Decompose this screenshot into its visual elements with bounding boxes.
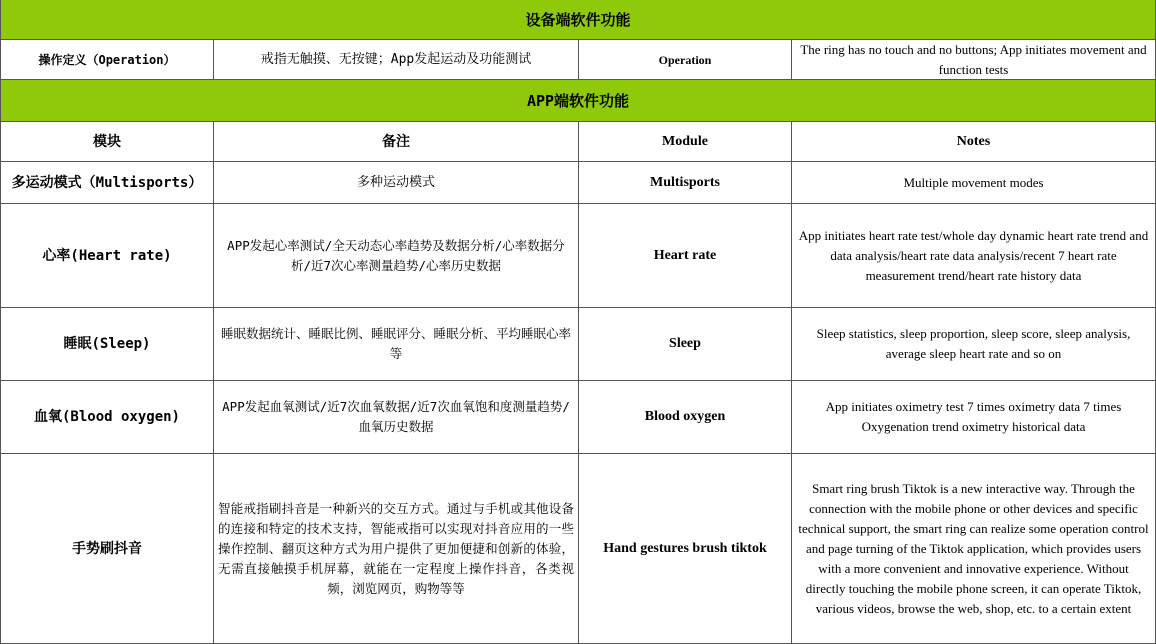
header-row xyxy=(0,122,1156,162)
notes-zh: 多种运动模式 xyxy=(214,162,579,204)
operation-desc-en: The ring has no touch and no buttons; App initiates movement and function tests xyxy=(792,40,1156,80)
header-notes-zh: 备注 xyxy=(214,122,579,162)
device-section-title: 设备端软件功能 xyxy=(525,11,631,29)
notes-zh: 睡眠数据统计、睡眠比例、睡眠评分、睡眠分析、平均睡眠心率等 xyxy=(214,308,579,381)
table-row xyxy=(0,162,1156,204)
header-notes-en: Notes xyxy=(792,122,1156,162)
notes-en: App initiates heart rate test/whole day dynamic heart rate trend and data analysis/heart rate data analysis/recent 7 heart rate measurement trend/heart rate history data xyxy=(792,204,1156,308)
notes-zh: 智能戒指刷抖音是一种新兴的交互方式。通过与手机或其他设备的连接和特定的技术支持，智能戒指可以实现对抖音应用的一些操作控制、翻页这种方式为用户提供了更加便捷和创新的体验，无需直接触摸手机屏幕，就能在一定程度上操作抖音，各类视频，浏览网页，购物等等 xyxy=(214,454,579,644)
module-zh: 心率(Heart rate) xyxy=(0,204,214,308)
table-row xyxy=(0,381,1156,454)
notes-en: Smart ring brush Tiktok is a new interactive way. Through the connection with the mobile phone or other devices and specific technical support, the smart ring can realize some operation control and page turning of the Tiktok application, which provides users with a more convenient and innovative experience. Without directly touching the mobile phone screen, it can operate Tiktok, various videos, browse the web, shop, etc. to a certain extent xyxy=(792,454,1156,644)
app-section-banner xyxy=(0,80,1156,122)
table-row xyxy=(0,204,1156,308)
notes-en: Sleep statistics, sleep proportion, sleep score, sleep analysis, average sleep heart rate and so on xyxy=(792,308,1156,381)
module-en: Sleep xyxy=(579,308,792,381)
operation-desc-zh: 戒指无触摸、无按键；App发起运动及功能测试 xyxy=(214,40,579,80)
module-en: Heart rate xyxy=(579,204,792,308)
module-zh: 多运动模式（Multisports） xyxy=(0,162,214,204)
module-zh: 血氧(Blood oxygen) xyxy=(0,381,214,454)
module-en: Hand gestures brush tiktok xyxy=(579,454,792,644)
notes-zh: APP发起心率测试/全天动态心率趋势及数据分析/心率数据分析/近7次心率测量趋势/心率历史数据 xyxy=(214,204,579,308)
table-row xyxy=(0,454,1156,644)
device-section-banner xyxy=(0,0,1156,40)
operation-row xyxy=(0,40,1156,80)
operation-label-en: Operation xyxy=(579,40,792,80)
app-section-title: APP端软件功能 xyxy=(526,92,630,110)
header-module-zh: 模块 xyxy=(0,122,214,162)
table-row xyxy=(0,308,1156,381)
module-en: Multisports xyxy=(579,162,792,204)
header-module-en: Module xyxy=(579,122,792,162)
module-zh: 睡眠(Sleep) xyxy=(0,308,214,381)
module-zh: 手势刷抖音 xyxy=(0,454,214,644)
notes-en: App initiates oximetry test 7 times oximetry data 7 times Oxygenation trend oximetry historical data xyxy=(792,381,1156,454)
operation-label-zh: 操作定义（Operation） xyxy=(0,40,214,80)
module-en: Blood oxygen xyxy=(579,381,792,454)
notes-en: Multiple movement modes xyxy=(792,162,1156,204)
notes-zh: APP发起血氧测试/近7次血氧数据/近7次血氧饱和度测量趋势/血氧历史数据 xyxy=(214,381,579,454)
